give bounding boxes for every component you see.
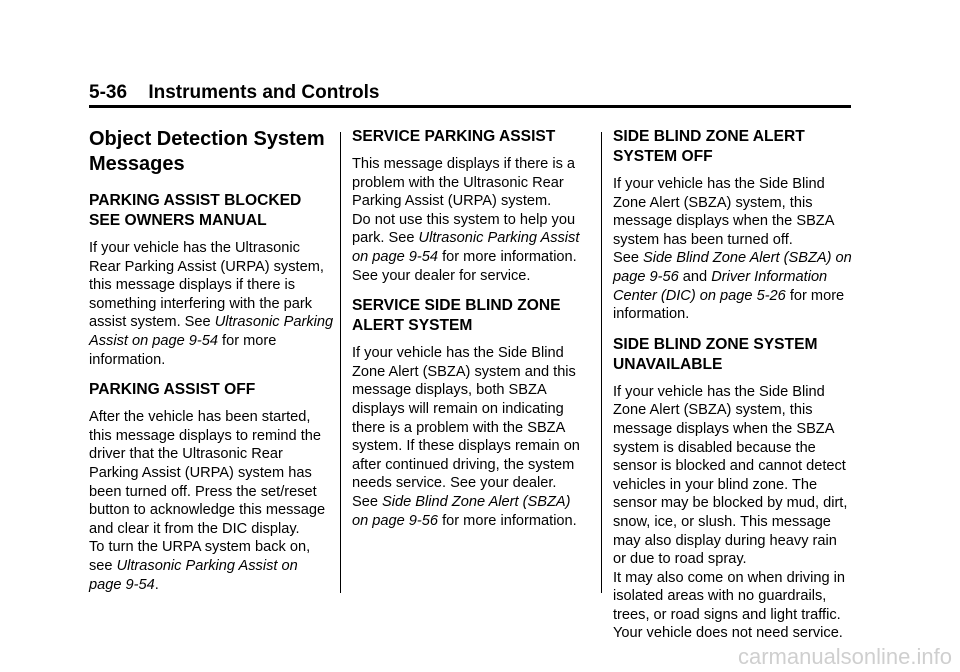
heading-line2: SEE OWNERS MANUAL: [89, 212, 267, 229]
text: See: [352, 493, 383, 510]
text: for more information.: [89, 332, 277, 368]
page-header: [89, 82, 380, 104]
heading-line1: PARKING ASSIST BLOCKED: [89, 192, 302, 209]
heading-parking-assist-blocked: [89, 191, 334, 231]
text: If your vehicle has the Ultrasonic Rear Parking Assist (URPA) system, this message displays if there is something interfering with the park assist system. See: [89, 240, 324, 331]
heading-line2: ALERT SYSTEM: [352, 317, 473, 335]
column-3: [613, 127, 853, 654]
section-title: Instruments and Controls: [148, 82, 380, 103]
text: To turn the URPA system back on, see: [89, 539, 311, 574]
page-title-line2: Messages: [89, 153, 185, 175]
paragraph: [89, 538, 334, 594]
column-divider-1: [340, 132, 341, 593]
paragraph: After the vehicle has been started, this message displays to remind the driver that the Ultrasonic Rear Parking Assist (URPA) system has been turned off. Press the set/reset button to acknowledge this message and clear it from the DIC display.: [89, 409, 326, 537]
cross-reference-link[interactable]: Ultrasonic Parking Assist on page 9-54: [89, 314, 334, 349]
text: and: [678, 268, 712, 285]
text: for more information.: [613, 287, 845, 323]
paragraph: This message displays if there is a problem with the Ultrasonic Rear Parking Assist (URPA) system.: [352, 156, 576, 210]
text: .: [154, 576, 159, 593]
cross-reference-link[interactable]: Driver Information Center (DIC) on page 5-26: [613, 268, 828, 304]
cross-reference-link[interactable]: Ultrasonic Parking Assist on page 9-54: [89, 557, 298, 593]
paragraph: [613, 249, 853, 323]
text: for more information.: [438, 512, 577, 529]
heading-line2: UNAVAILABLE: [613, 355, 723, 373]
paragraph: If your vehicle has the Side Blind Zone Alert (SBZA) system, this message displays when the SBZA system is disabled because the sensor is blocked and cannot detect vehicles in your blind zone. The sensor may be blocked by mud, dirt, snow, ice, or slush. This message may also display during heavy rain or due to road spray.: [613, 383, 848, 568]
cross-reference-link[interactable]: Ultrasonic Parking Assist on page 9-54: [352, 230, 580, 265]
paragraph: It may also come on when driving in isolated areas with no guardrails, trees, or road signs and light traffic. Your vehicle does not need service.: [613, 569, 845, 642]
heading-side-blind-zone-alert-off: [613, 127, 853, 167]
page-title: [89, 127, 334, 177]
text: for more information. See your dealer for service.: [352, 248, 577, 284]
header-rule: [89, 105, 851, 108]
heading-line1: SERVICE SIDE BLIND ZONE: [352, 297, 561, 315]
cross-reference-link[interactable]: Side Blind Zone Alert (SBZA) on page 9-56: [613, 250, 852, 285]
paragraph: If your vehicle has the Side Blind Zone Alert (SBZA) system and this message displays, both SBZA displays will remain on indicating there is a problem with the SBZA system. If these displays remain on after continued driving, the system needs service. See your dealer.: [352, 345, 580, 492]
heading-line1: SIDE BLIND ZONE ALERT: [613, 128, 805, 145]
heading-line2: SYSTEM OFF: [613, 148, 713, 165]
heading-line1: SIDE BLIND ZONE SYSTEM: [613, 335, 818, 353]
paragraph: If your vehicle has the Side Blind Zone Alert (SBZA) system, this message displays when the SBZA system has been turned off.: [613, 176, 834, 248]
paragraph: [352, 211, 588, 285]
heading-side-blind-zone-unavailable: [613, 335, 853, 375]
page-number: 5-36: [89, 82, 128, 103]
heading-parking-assist-off: PARKING ASSIST OFF: [89, 381, 256, 399]
text: See: [613, 250, 644, 267]
heading-service-side-blind-zone: [352, 296, 588, 336]
column-2: [352, 127, 588, 541]
page-title-line1: Object Detection System: [89, 128, 325, 150]
column-1: [89, 127, 334, 605]
paragraph: [352, 493, 588, 530]
heading-service-parking-assist: SERVICE PARKING ASSIST: [352, 128, 556, 145]
column-divider-2: [601, 132, 602, 593]
text: Do not use this system to help you park. See: [352, 211, 576, 247]
watermark: carmanualsonline.info: [737, 644, 952, 669]
paragraph: [89, 239, 334, 369]
cross-reference-link[interactable]: Side Blind Zone Alert (SBZA) on page 9-56: [352, 493, 571, 529]
